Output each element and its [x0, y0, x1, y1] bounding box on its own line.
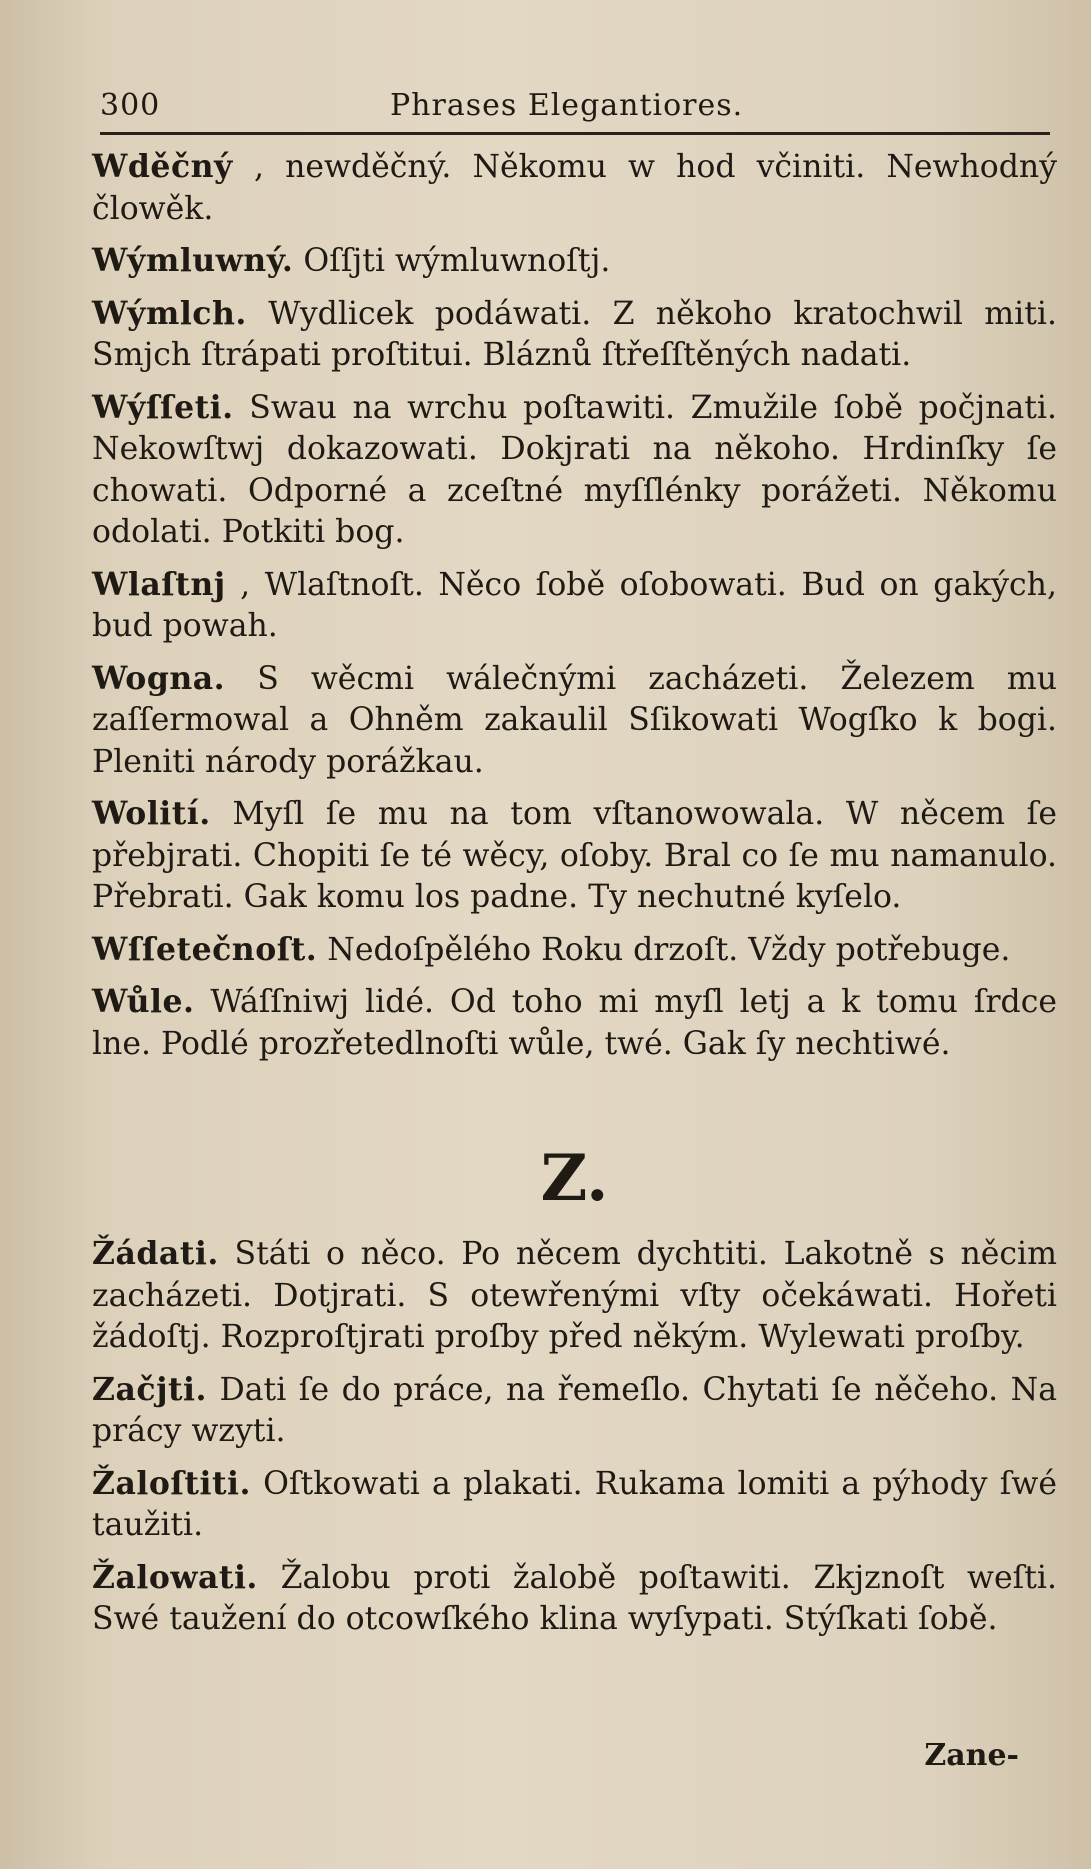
- entry-headword: Wlaſtnj: [92, 565, 226, 603]
- entry-text: Státi o něco. Po něcem dychtiti. Lakotně s něcim zacházeti. Dotjrati. S otewřenými vſty očekáwati. Hořeti žádoſtj. Rozproſtjrati proſby před někým. Wylewati proſby.: [92, 1236, 1057, 1355]
- dictionary-entry: [92, 658, 1057, 784]
- header-rule: [100, 132, 1050, 135]
- dictionary-body: [92, 140, 1057, 1651]
- entry-headword: Wděčný: [92, 148, 233, 185]
- entry-headword: Wýſſeti.: [92, 388, 234, 426]
- entry-text: Wáſſniwj lidé. Od toho mi myſl letj a k tomu ſrdce lne. Podlé prozřetedlnoſti wůle, twé. Gak ſy nechtiwé.: [92, 984, 1057, 1062]
- entry-headword: Žalowati.: [92, 1558, 258, 1596]
- dictionary-entry: [92, 293, 1057, 377]
- entry-text: Oſſjti wýmluwnoſtj.: [303, 243, 611, 279]
- entry-text: Nedoſpělého Roku drzoſt. Vždy potřebuge.: [327, 931, 1011, 968]
- dictionary-entry: [92, 1463, 1057, 1547]
- entry-text: Dati ſe do práce, na řemeſlo. Chytati ſe něčeho. Na prácy wzyti.: [92, 1371, 1057, 1449]
- dictionary-entry: [92, 240, 1057, 283]
- entry-headword: Žaloſtiti.: [92, 1464, 251, 1502]
- dictionary-entry: [92, 1557, 1057, 1641]
- running-title: Phrases Elegantiores.: [390, 88, 744, 123]
- entry-headword: Začjti.: [92, 1370, 207, 1408]
- entry-text: Žalobu proti žalobě poſtawiti. Zkjznoſt weſti. Swé taužení do otcowſkého klina wyſypati. Stýſkati ſobě.: [92, 1559, 1058, 1637]
- entry-headword: Žádati.: [92, 1235, 219, 1272]
- catchword: Zane-: [924, 1738, 1019, 1773]
- entry-text: Swau na wrchu poſtawiti. Zmužile ſobě počjnati. Nekowſtwj dokazowati. Dokjrati na někoho. Hrdinſky ſe chowati. Odporné a zceſtné myſſlénky porážeti. Někomu odolati. Potkiti bog.: [92, 389, 1057, 550]
- dictionary-entry: [92, 981, 1057, 1065]
- entry-headword: Wůle.: [92, 983, 195, 1020]
- entry-text: , Wlaſtnoſt. Něco ſobě oſobowati. Bud on gakých, bud powah.: [92, 566, 1057, 644]
- entry-text: Wydlicek podáwati. Z někoho kratochwil miti. Smjch ſtrápati proſtitui. Bláznů ſtřeſſtěných nadati.: [92, 295, 1057, 373]
- entry-headword: Wýmlch.: [92, 294, 247, 332]
- dictionary-entry: [92, 793, 1057, 919]
- section-letter: Z.: [540, 1141, 609, 1216]
- entry-text: S wěcmi wálečnými zacházeti. Železem mu zaſſermowal a Ohněm zakaulil Sſikowati Wogſko k bogi. Pleniti národy porážkau.: [92, 660, 1058, 780]
- dictionary-entry: [92, 387, 1057, 554]
- dictionary-entry: [92, 1369, 1057, 1453]
- page-header: [100, 88, 1060, 138]
- entry-text: Oſtkowati a plakati. Rukama lomiti a pýhody ſwé taužiti.: [92, 1465, 1057, 1543]
- entry-headword: Wogna.: [92, 659, 226, 697]
- entry-text: Myſl ſe mu na tom vſtanowowala. W něcem ſe přebjrati. Chopiti ſe té wěcy, oſoby. Bral co ſe mu namanulo. Přebrati. Gak komu los padne. Ty nechutné kyſelo.: [92, 796, 1057, 915]
- entry-headword: Wýmluwný.: [92, 242, 294, 279]
- dictionary-entry: [92, 146, 1057, 230]
- dictionary-entry: [92, 1233, 1057, 1359]
- entry-headword: Wolití.: [92, 795, 211, 832]
- entry-headword: Wſſetečnoſt.: [92, 930, 318, 968]
- entry-text: , newděčný. Někomu w hod včiniti. Newhodný člowěk.: [92, 149, 1058, 227]
- page-number: 300: [100, 88, 161, 123]
- dictionary-entry: [92, 564, 1057, 648]
- dictionary-entry: [92, 929, 1057, 972]
